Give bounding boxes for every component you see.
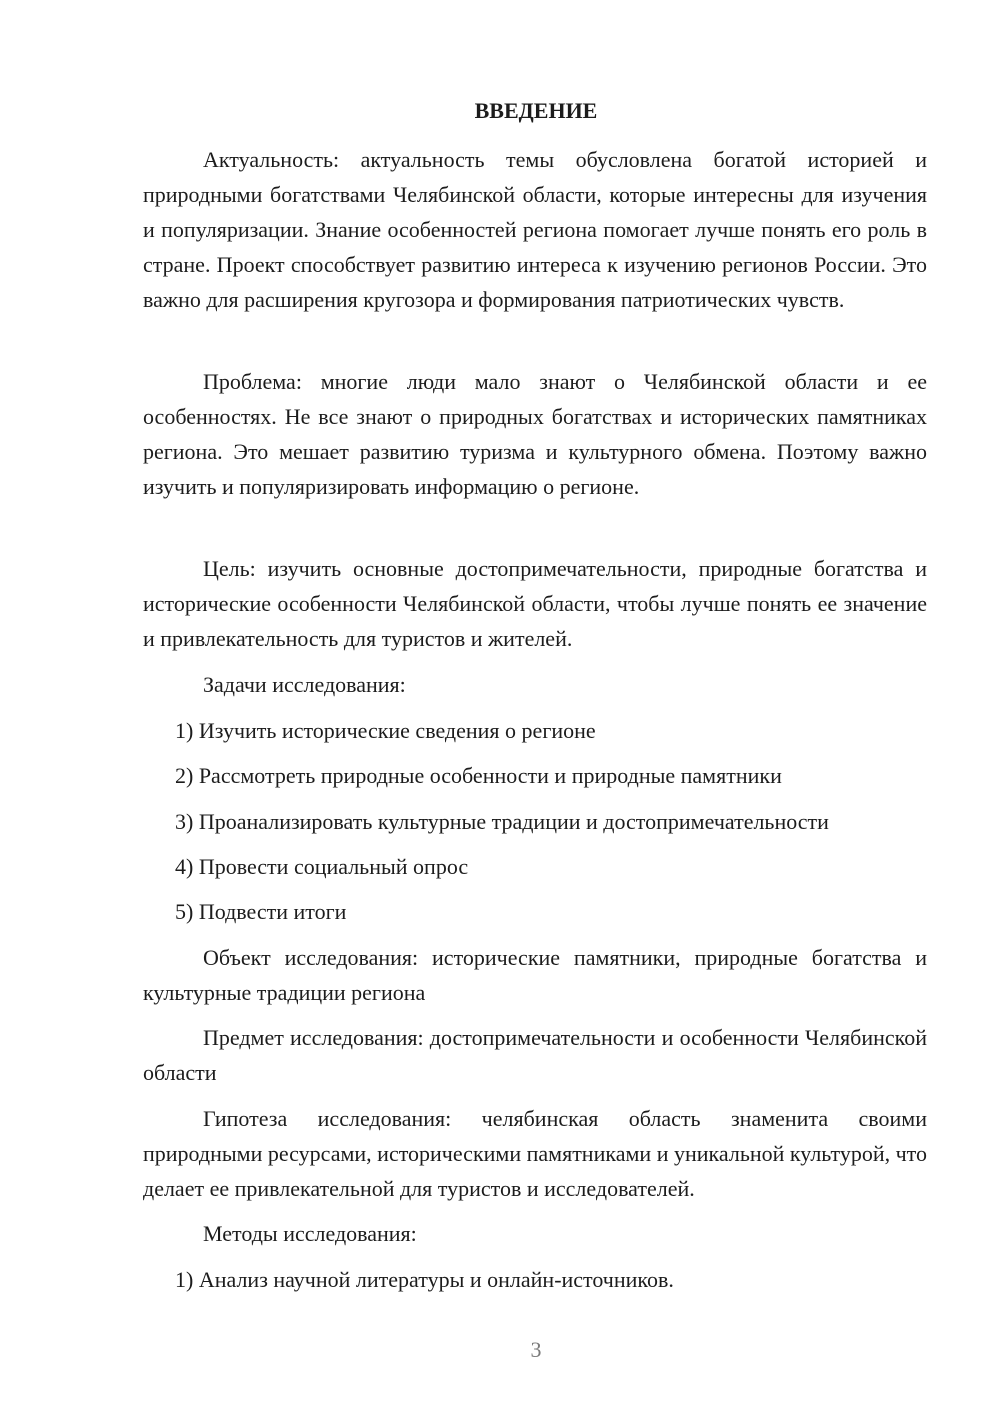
task-item-2: 2) Рассмотреть природные особенности и природные памятники xyxy=(175,763,782,788)
method-item-1: 1) Анализ научной литературы и онлайн-источников. xyxy=(175,1267,674,1292)
subject-paragraph: Предмет исследования: достопримечательности и особенности Челябинской области xyxy=(143,1025,927,1085)
relevance-paragraph: Актуальность: актуальность темы обусловлена богатой историей и природными богатствами Челябинской области, которые интересны для изучения и популяризации. Знание особенностей региона помогает лучше понять его роль в стране. Проект способствует развитию интереса к изучению регионов России. Это важно для расширения кругозора и формирования патриотических чувств. xyxy=(143,147,927,312)
object-paragraph: Объект исследования: исторические памятники, природные богатства и культурные традиции региона xyxy=(143,945,927,1005)
goal-paragraph: Цель: изучить основные достопримечательности, природные богатства и исторические особенности Челябинской области, чтобы лучше понять ее значение и привлекательность для туристов и жителей. xyxy=(143,556,927,651)
task-item-3: 3) Проанализировать культурные традиции и достопримечательности xyxy=(175,809,829,834)
page-number: 3 xyxy=(530,1337,542,1362)
methods-heading: Методы исследования: xyxy=(203,1221,417,1246)
task-item-4: 4) Провести социальный опрос xyxy=(175,854,469,879)
hypothesis-paragraph: Гипотеза исследования: челябинская область знаменита своими природными ресурсами, историческими памятниками и уникальной культурой, что делает ее привлекательной для туристов и исследователей. xyxy=(143,1106,927,1201)
task-item-1: 1) Изучить исторические сведения о регионе xyxy=(175,718,596,743)
problem-paragraph: Проблема: многие люди мало знают о Челябинской области и ее особенностях. Не все знают о природных богатствах и исторических памятниках региона. Это мешает развитию туризма и культурного обмена. Поэтому важно изучить и популяризировать информацию о регионе. xyxy=(143,369,927,499)
tasks-heading: Задачи исследования: xyxy=(203,672,406,697)
task-item-5: 5) Подвести итоги xyxy=(175,899,347,924)
page-title: ВВЕДЕНИЕ xyxy=(474,98,598,123)
